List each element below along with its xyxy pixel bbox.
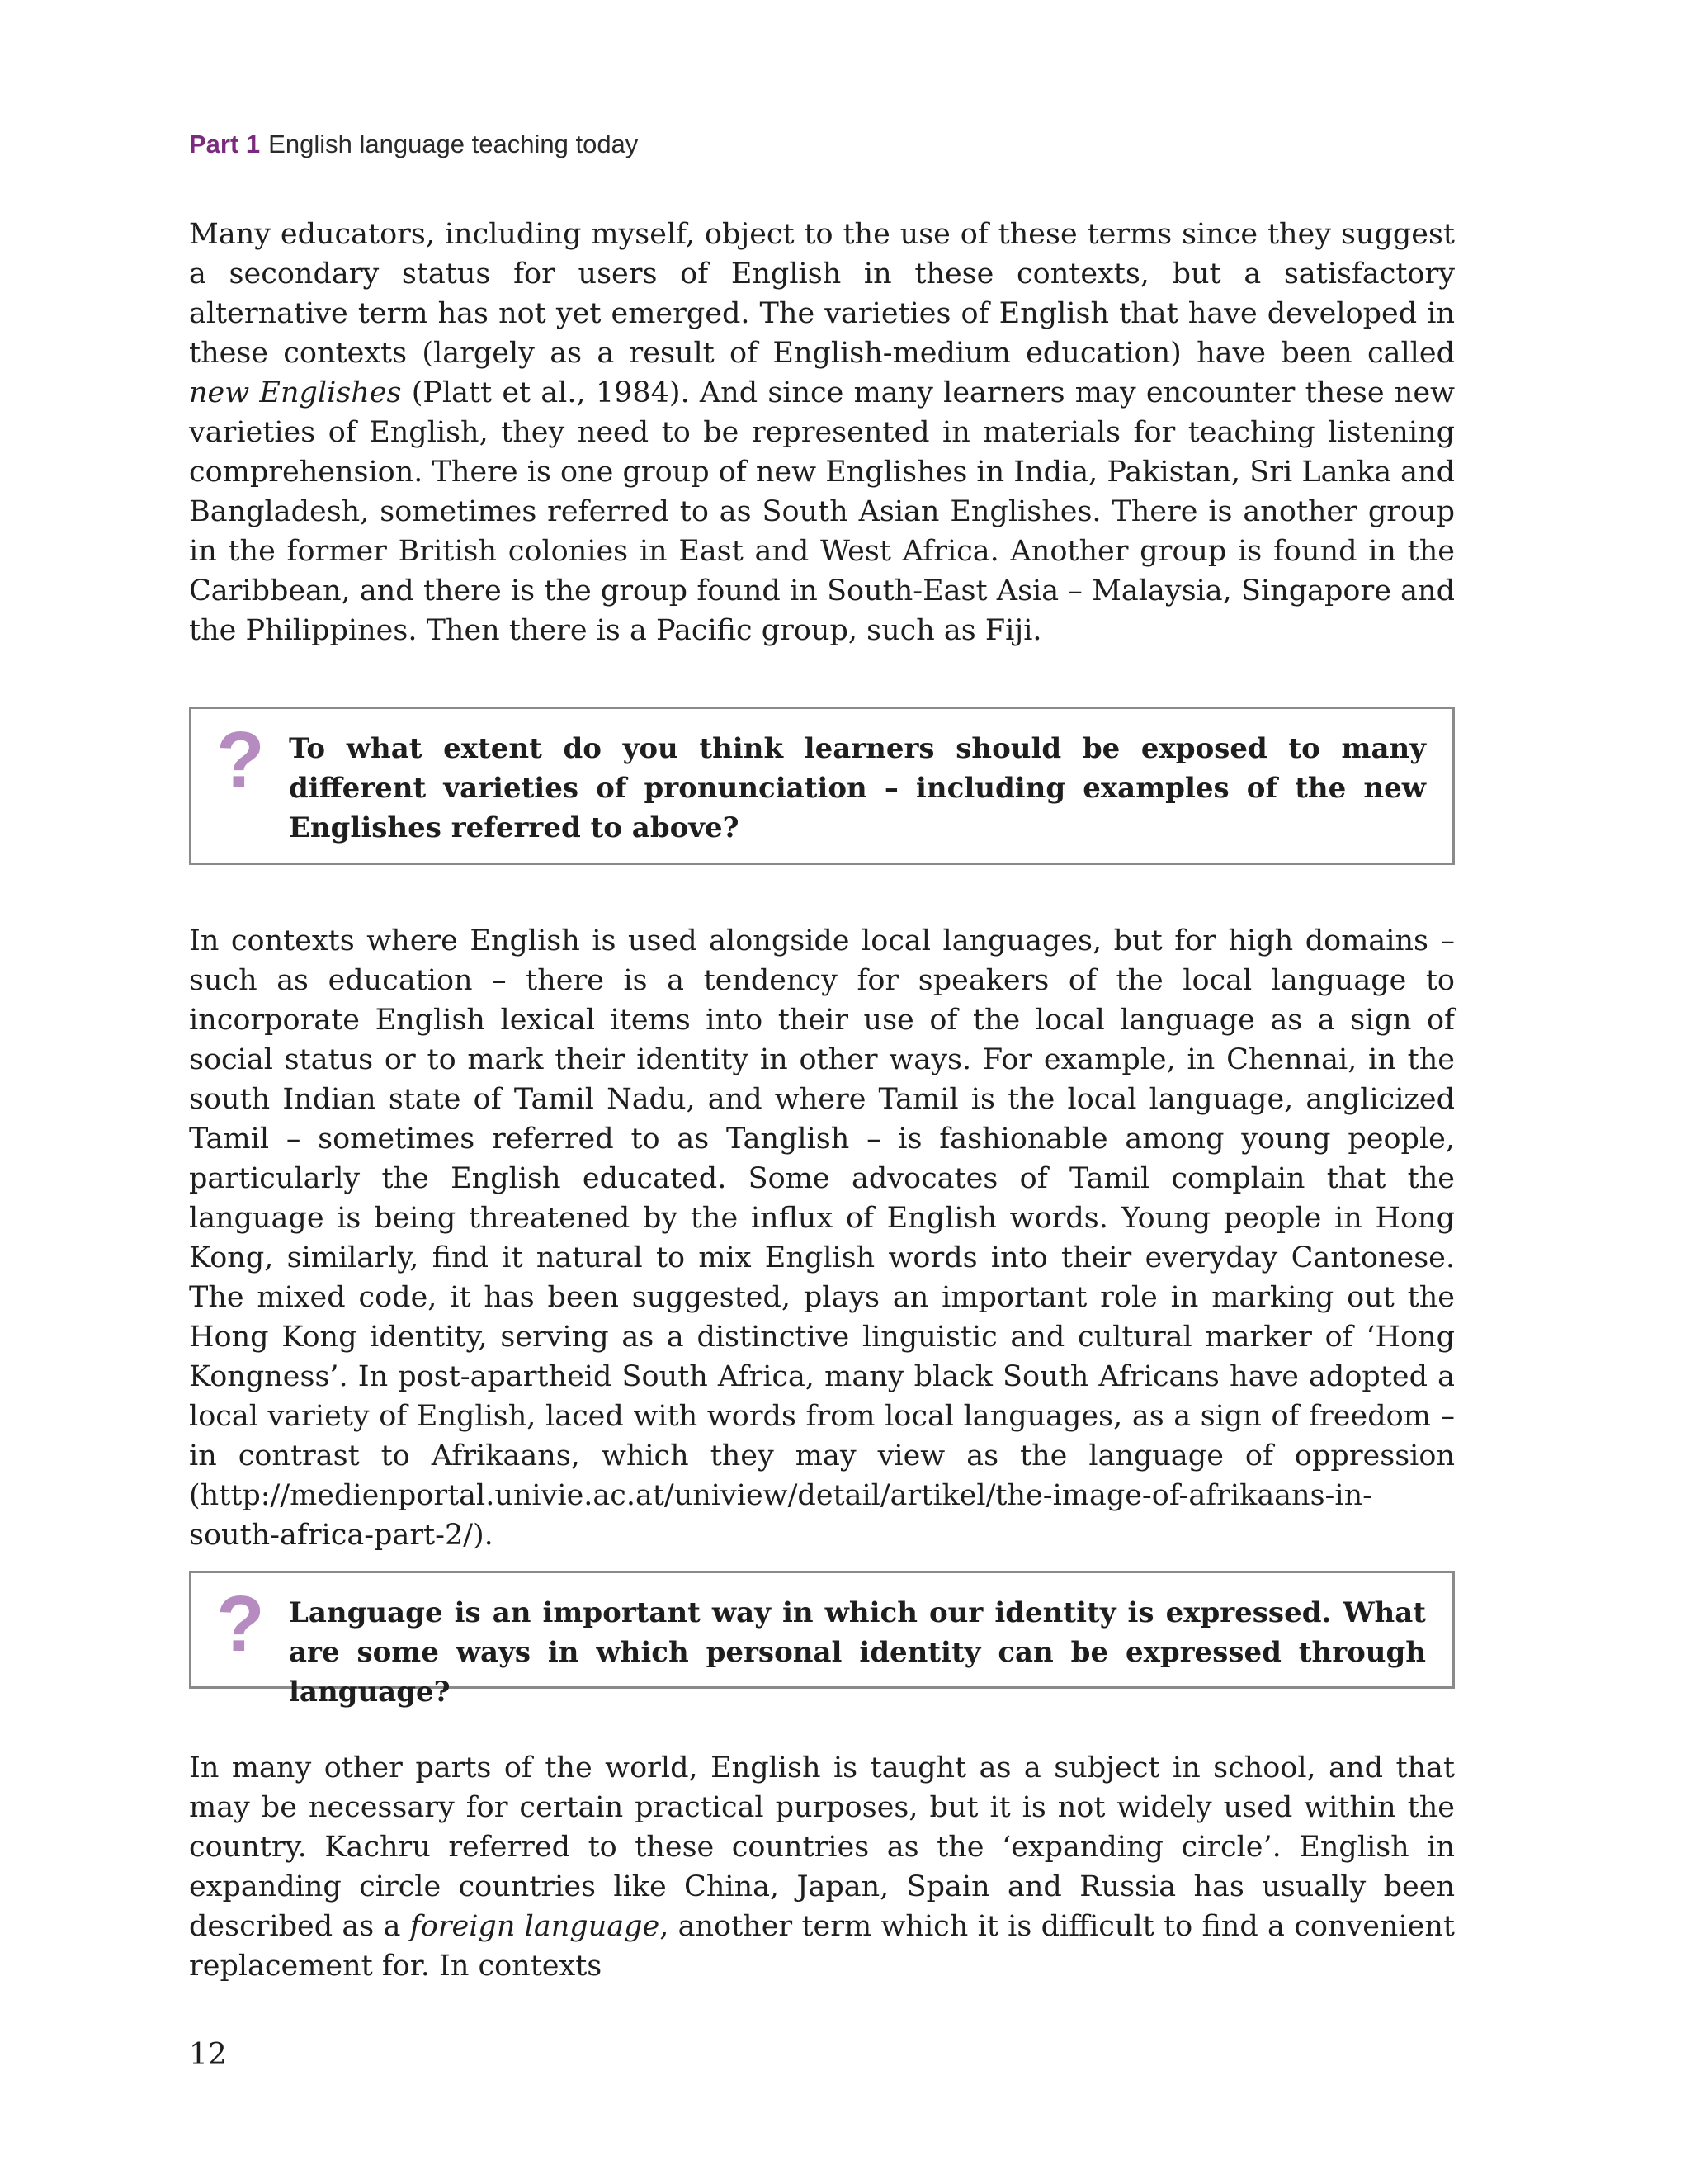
body-paragraph-3: [189, 1748, 1455, 1986]
running-head: [189, 129, 638, 160]
italic-term-foreign-language: foreign language: [409, 1910, 660, 1943]
paragraph-text: Many educators, including myself, object to the use of these terms since they suggest a secondary status for users of English in these contexts, but a satisfactory alternative term has not yet emerged. The varieties of English that have developed in these contexts (largely as a result of English-medium education) have been called: [189, 218, 1455, 370]
paragraph-text: In contexts where English is used alongside local languages, but for high domains – such as education – there is a tendency for speakers of the local language to incorporate English lexical items into their use of the local language as a sign of social status or to mark their identity in other ways. For example, in Chennai, in the south Indian state of Tamil Nadu, and where Tamil is the local language, anglicized Tamil – sometimes referred to as Tanglish – is fashionable among young people, particularly the English educated. Some advocates of Tamil complain that the language is being threatened by the influx of English words. Young people in Hong Kong, similarly, find it natural to mix English words into their everyday Cantonese. The mixed code, it has been suggested, plays an important role in marking out the Hong Kong identity, serving as a distinctive linguistic and cultural marker of ‘Hong Kongness’. In post-apartheid South Africa, many black South Africans have adopted a local variety of English, laced with words from local languages, as a sign of freedom – in contrast to Afrikaans, which they may view as the language of oppression (http://medienportal.univie.ac.at/uniview/detail/artikel/the-image-of-afrikaans-in-south-africa-part-2/).: [189, 924, 1455, 1552]
reflection-question-box-2: [189, 1571, 1455, 1709]
italic-term-new-englishes: new Englishes: [189, 376, 402, 409]
reflection-question-text: To what extent do you think learners should be exposed to many different varieties of pronunciation – including examples of the new Englishes referred to above?: [289, 732, 1426, 844]
body-paragraph-1: [189, 215, 1455, 650]
part-label: Part 1: [189, 130, 261, 158]
reflection-question-text: Language is an important way in which our identity is expressed. What are some ways in which personal identity can be expressed through language?: [289, 1596, 1426, 1709]
section-title: English language teaching today: [268, 130, 639, 158]
reflection-question-box-1: [189, 707, 1455, 865]
paragraph-text: (Platt et al., 1984). And since many learners may encounter these new varieties of English, they need to be represented in materials for teaching listening comprehension. There is one group of new Englishes in India, Pakistan, Sri Lanka and Bangladesh, sometimes referred to as South Asian Englishes. There is another group in the former British colonies in East and West Africa. Another group is found in the Caribbean, and there is the group found in South-East Asia – Malaysia, Singapore and the Philippines. Then there is a Pacific group, such as Fiji.: [189, 376, 1456, 647]
question-mark-icon: ?: [216, 716, 265, 804]
paragraph-text: In many other parts of the world, English is taught as a subject in school, and that may be necessary for certain practical purposes, but it is not widely used within the country. Kachru referred to these countries as the ‘expanding circle’. English in expanding circle countries like China, Japan, Spain and Russia has usually been described as a: [189, 1751, 1455, 1943]
body-paragraph-2: [189, 921, 1455, 1555]
paragraph-text: , another term which it is difficult to find a convenient replacement for. In contexts: [189, 1910, 1455, 1983]
page-number: 12: [189, 2038, 227, 2072]
question-mark-icon: ?: [216, 1580, 265, 1668]
